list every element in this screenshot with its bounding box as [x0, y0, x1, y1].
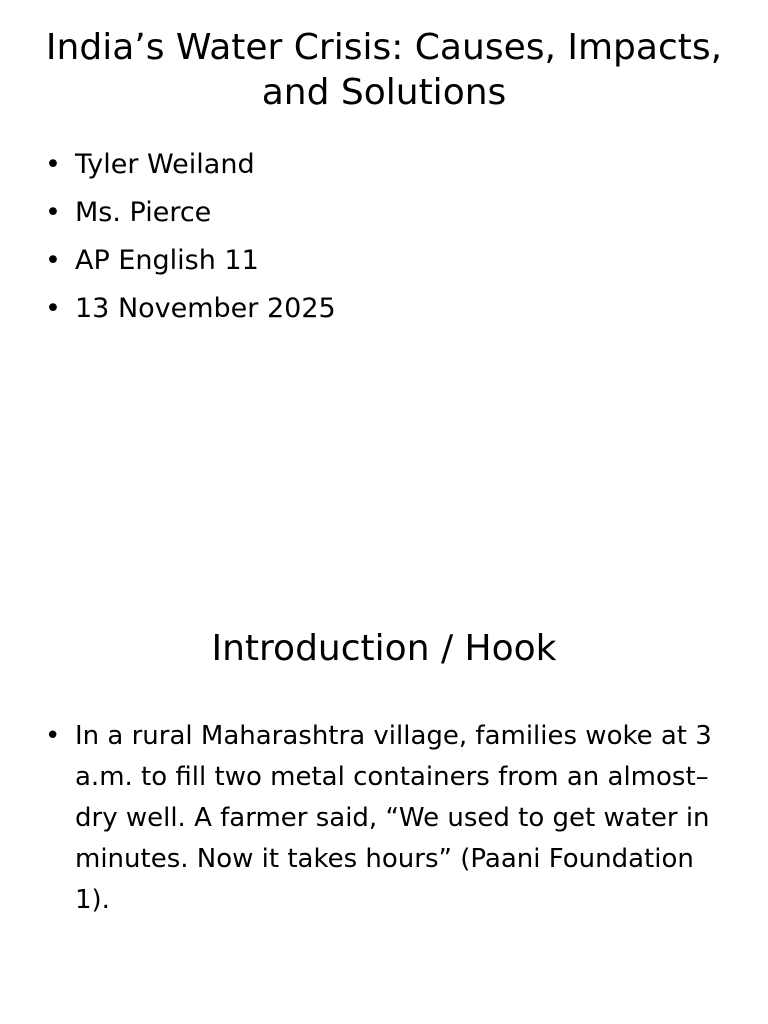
slide-introduction	[0, 512, 768, 1024]
bullet-text: Ms. Pierce	[75, 197, 212, 228]
bullet-item-author	[0, 141, 768, 189]
bullet-item-course	[0, 237, 768, 285]
bullet-item-teacher	[0, 189, 768, 237]
bullet-text: AP English 11	[75, 245, 259, 276]
bullet-dot-icon: •	[45, 721, 61, 751]
bullet-text: In a rural Maharashtra village, families woke at 3 a.m. to fill two metal containers from an almost–dry well. A farmer said, “We used to get water in minutes. Now it takes hours” (Paani Foundation 1).	[75, 721, 712, 915]
bullet-text: Tyler Weiland	[75, 149, 255, 180]
bullet-dot-icon: •	[45, 197, 61, 228]
introduction-bullet-list	[0, 716, 768, 921]
bullet-dot-icon: •	[45, 245, 61, 276]
bullet-item-date	[0, 285, 768, 333]
bullet-dot-icon: •	[45, 149, 61, 180]
bullet-item-hook	[0, 716, 768, 921]
title-slide-bullet-list	[0, 141, 768, 333]
bullet-text: 13 November 2025	[75, 293, 336, 324]
bullet-dot-icon: •	[45, 293, 61, 324]
slide-title-heading: India’s Water Crisis: Causes, Impacts, and Solutions	[45, 27, 723, 113]
slide-introduction-heading: Introduction / Hook	[211, 628, 557, 669]
